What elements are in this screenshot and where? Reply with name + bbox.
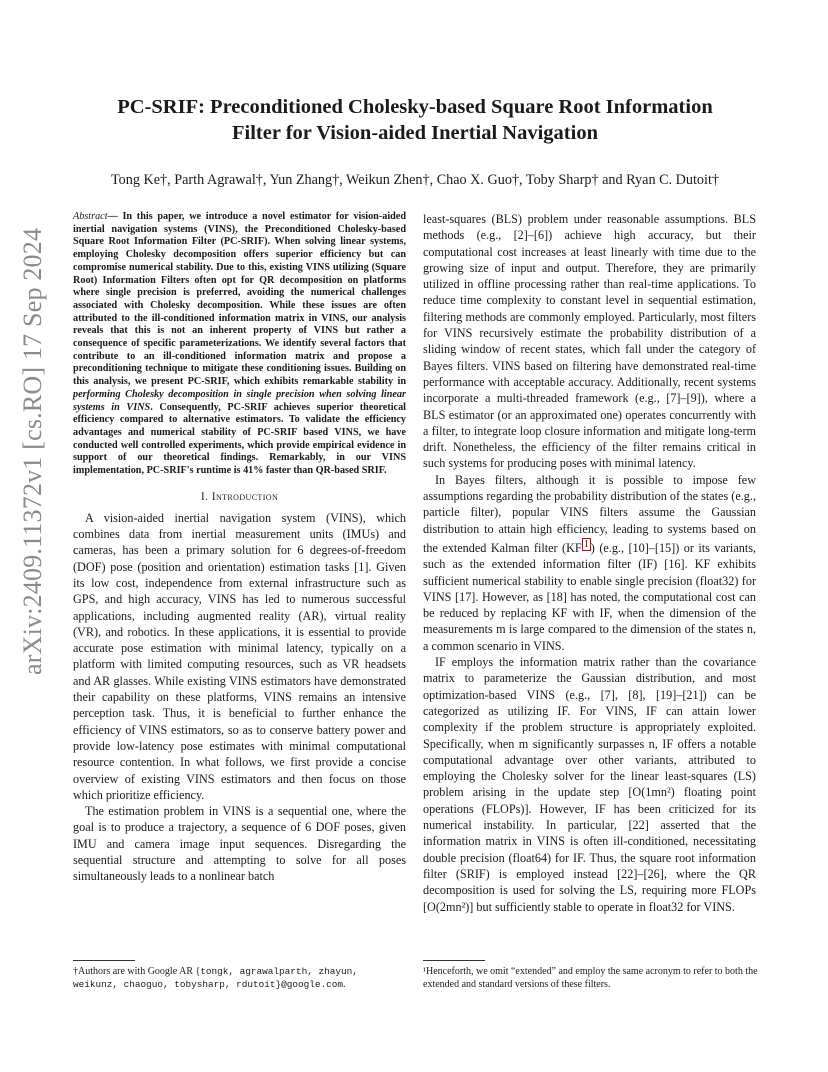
right-paragraph-2-b: ) (e.g., [10]–[15]) or its variants, such as the extended information filter (IF) [16]. KF exhibits sufficient numerical stability to enable single precision (float32) for VINS [17]. However, as [18] has noted, the computational cost can be reduced by replacing KF with IF, when the dimension of the measurements m is large compared to the dimension of the states n, a common scenario in VINS. xyxy=(423,541,756,653)
arxiv-identifier: arXiv:2409.11372v1 [cs.RO] 17 Sep 2024 xyxy=(18,227,47,675)
right-paragraph-3: IF employs the information matrix rather than the covariance matrix to parameterize the Gaussian distribution, and most optimization-based VINS (e.g., [7], [8], [19]–[21]) can be categorized as utilizing IF. For VINS, IF can attain lower complexity if the problem structure is appropriately exploited. Specifically, when m significantly surpasses n, IF offers a notable computational advantage over other variants, attributed to employing the Cholesky solver for the linear least-squares (LS) problem arising in the update step [O(1mn²) floating point operations (FLOPs)]. However, IF has been criticized for its numerical instability. In particular, [22] asserted that the information matrix in VINS is often ill-conditioned, necessitating double precision (float64) for IF. Thus, the square root information filter (SRIF) is employed instead [22]–[26], where the QR decomposition is used for solving the LS, requiring more FLOPs [O(2mn²)] but sufficiently stable to operate in float32 for VINS. xyxy=(423,655,756,914)
abstract-label: Abstract xyxy=(73,211,108,222)
title-line-1: PC-SRIF: Preconditioned Cholesky-based Square Root Information xyxy=(117,96,713,118)
footnote-ref-1[interactable]: 1 xyxy=(583,538,589,550)
author-list: Tong Ke†, Parth Agrawal†, Yun Zhang†, Weikun Zhen†, Chao X. Guo†, Toby Sharp† and Ryan C. Dutoit† xyxy=(111,172,719,188)
footnote-authors-text: †Authors are with Google AR { xyxy=(73,966,201,977)
footnote-divider-right xyxy=(423,960,485,961)
abstract: Abstract— In this paper, we introduce a novel estimator for vision-aided inertial navigation systems (VINS), the Preconditioned Cholesky-based Square Root Information Filter (PC-SRIF). When solving linear systems, employing Cholesky decomposition offers superior efficiency but can compromise numerical stability. Due to this, existing VINS utilizing (Square Root) Information Filters often opt for QR decomposition on platforms where single precision is preferred, avoiding the numerical challenges associated with Cholesky decomposition. While these issues are often attributed to the ill-conditioned information matrix in VINS, our analysis reveals that this is not an inherent property of VINS but rather a consequence of specific parameterizations. We identify several factors that contribute to an ill-conditioned information matrix and propose a preconditioning technique to mitigate these conditioning issues. Building on this analysis, we present PC-SRIF, which exhibits remarkable stability in performing Cholesky decomposition in single precision when solving linear systems in VINS. Consequently, PC-SRIF achieves superior theoretical efficiency compared to alternative estimators. To validate the efficiency advantages and numerical stability of PC-SRIF based VINS, we have conducted well controlled experiments, which provide empirical evidence in support of our theoretical findings. Remarkably, in our VINS implementation, PC-SRIF's runtime is 41% faster than QR-based SRIF. xyxy=(73,211,406,477)
footnote-authors-end: . xyxy=(343,978,346,990)
intro-paragraph-1: A vision-aided inertial navigation system (VINS), which combines data from inertial measurement units (IMUs) and cameras, has been a primary solution for 6 degrees-of-freedom (DOF) pose (position and orientation) estimation tasks [1]. Given its low cost, independence from external infrastructure such as GPS, and high accuracy, VINS has led to numerous successful applications, including augmented reality (AR), virtual reality (VR), and robotics. In these applications, it is essential to provide accurate pose estimation with minimal latency, typically on a platform with limited computing resources, such as VR headsets and AR glasses. While existing VINS estimators have demonstrated their capability on these platforms, VINS remains an intensive perception task. Thus, it is beneficial to further enhance the efficiency of VINS estimators, so as to conserve battery power and provide low-latency pose estimates with minimal computational resource contention. In what follows, we first provide a concise overview of existing VINS estimators and then focus on those which prioritize efficiency. xyxy=(73,510,406,802)
abstract-text-2: . Consequently, PC-SRIF achieves superior theoretical efficiency compared to alternative estimators. To validate the efficiency advantages and numerical stability of PC-SRIF based VINS, we have conducted well controlled experiments, which provide empirical evidence in support of our theoretical findings. Remarkably, in our VINS implementation, PC-SRIF's runtime is 41% faster than QR-based SRIF. xyxy=(73,401,406,477)
abstract-emphasis: performing Cholesky decomposition in single precision when solving linear systems in VINS xyxy=(73,388,406,413)
footnote-authors xyxy=(73,966,406,991)
intro-paragraph-2: The estimation problem in VINS is a sequential one, where the goal is to produce a trajectory, a sequence of 6 DOF poses, given IMU and camera image input sequences. Disregarding the sequential structure and attempting to solve for all poses simultaneously leads to a nonlinear batch xyxy=(73,804,406,884)
abstract-text-1: In this paper, we introduce a novel estimator for vision-aided inertial navigation systems (VINS), the Preconditioned Cholesky-based Square Root Information Filter (PC-SRIF). When solving linear systems, employing Cholesky decomposition offers superior efficiency but can compromise numerical stability. Due to this, existing VINS utilizing (Square Root) Information Filters often opt for QR decomposition on platforms where single precision is preferred, avoiding the numerical challenges associated with Cholesky decomposition. While these issues are often attributed to the ill-conditioned information matrix in VINS, our analysis reveals that this is not an inherent property of VINS but rather a consequence of specific parameterizations. We identify several factors that contribute to an ill-conditioned information matrix and propose a preconditioning technique to mitigate these conditioning issues. Building on this analysis, we present PC-SRIF, which exhibits remarkable stability in xyxy=(73,211,406,388)
footnote-emails: tongk, agrawalparth, zhayun, weikunz, chaoguo, tobysharp, rdutoit}@google.com xyxy=(73,966,358,990)
footnote-divider-left xyxy=(73,960,135,961)
right-paragraph-1: least-squares (BLS) problem under reasonable assumptions. BLS methods (e.g., [2]–[6]) achieve high accuracy, but their computational cost increases at least linearly with time due to the growing size of input and output. Therefore, they are primarily utilized in offline processing rather than real-time applications. To reduce time complexity to constant level in sequential estimation, filtering methods are commonly employed. Particularly, most filters for VINS recursively estimate the probability distribution of a sliding window of recent states, which fall under the category of Bayes filters. VINS based on filtering have demonstrated real-time performance with acceptable accuracy. Additionally, recent systems incorporate a multi-threaded framework (e.g., [7]–[9]), where a BLS estimator (or an approximated one) operates concurrently with a filter, to integrate loop closure information and mitigate long-term drift. Nonetheless, the efficiency of the filter remains critical in such systems for producing poses with minimal latency. xyxy=(423,212,756,471)
right-paragraph-2 xyxy=(423,472,756,654)
left-column xyxy=(73,211,406,885)
right-column xyxy=(423,211,756,915)
title-line-2: Filter for Vision-aided Inertial Navigation xyxy=(232,122,598,144)
section-heading-introduction: I. Introduction xyxy=(200,489,279,503)
right-paragraph-2-a: In Bayes filters, although it is possible to impose few assumptions regarding the probability distribution of the states (e.g., particle filter), popular VINS filters assume the Gaussian distribution to attain high efficiency, leading to systems based on the extended Kalman filter (KF xyxy=(423,472,756,555)
footnote-1: ¹Henceforth, we omit “extended” and employ the same acronym to refer to both the extended and standard versions of these filters. xyxy=(423,966,758,990)
paper-title xyxy=(70,94,760,146)
